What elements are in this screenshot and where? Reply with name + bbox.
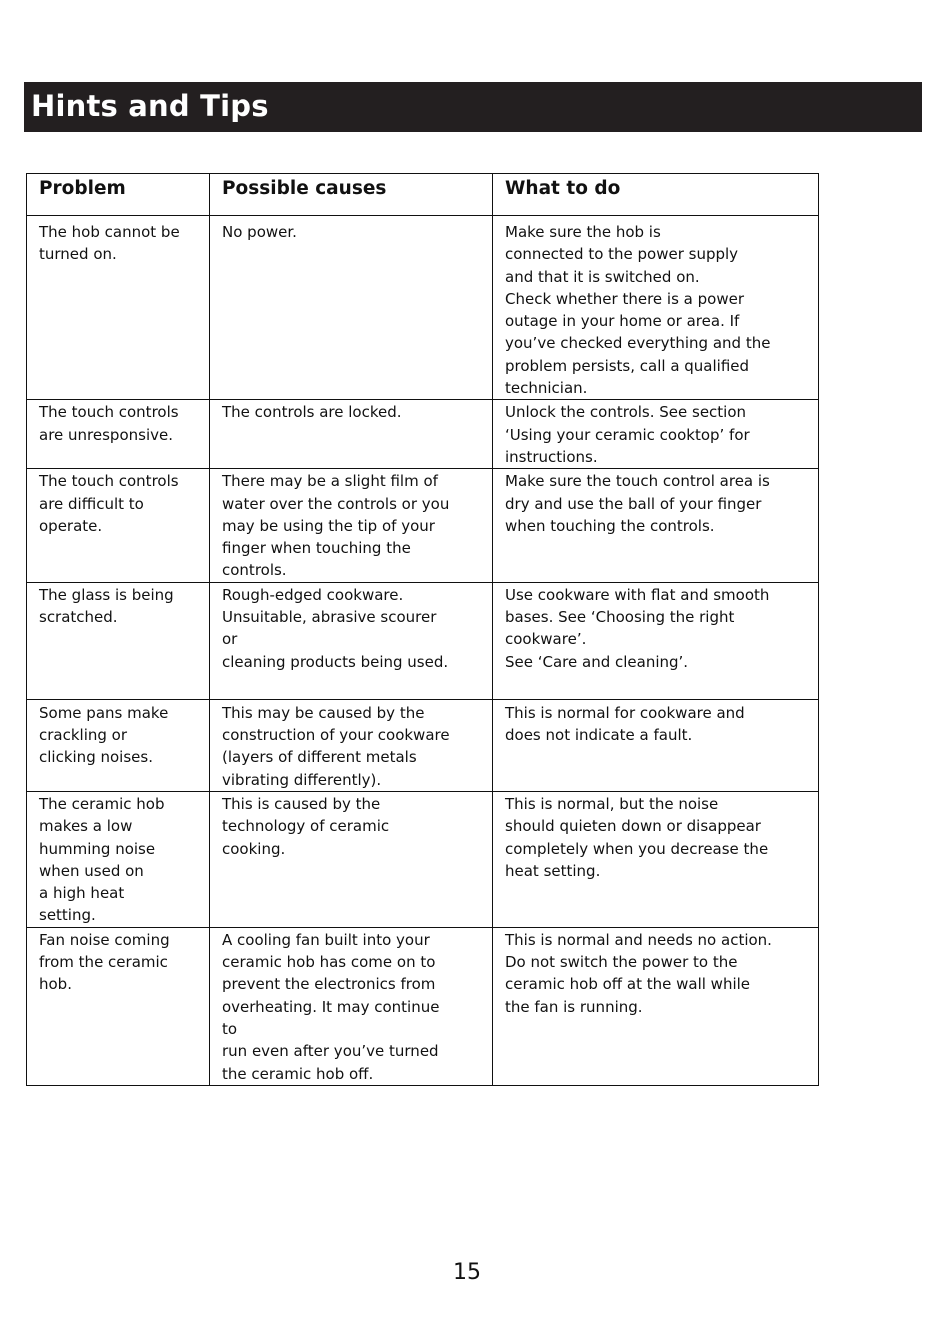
action-cell: Use cookware with flat and smooth bases. See ‘Choosing the right cookware’. See ‘Care and cleaning’. [493, 582, 819, 699]
table-row [27, 791, 819, 927]
table-row [27, 699, 819, 791]
problem-cell: The touch controls are difficult to operate. [27, 469, 210, 582]
action-cell: Unlock the controls. See section ‘Using your ceramic cooktop’ for instructions. [493, 400, 819, 469]
problem-cell: Fan noise coming from the ceramic hob. [27, 927, 210, 1085]
causes-cell: There may be a slight film of water over the controls or you may be using the tip of your finger when touching the controls. [210, 469, 493, 582]
header-what-to-do: What to do [493, 174, 819, 216]
causes-cell: No power. [210, 216, 493, 400]
page-number: 15 [453, 1260, 481, 1285]
header-possible-causes: Possible causes [210, 174, 493, 216]
page-title: Hints and Tips [31, 89, 269, 123]
troubleshooting-table [26, 173, 819, 1086]
table-row [27, 400, 819, 469]
causes-cell: A cooling fan built into your ceramic hob has come on to prevent the electronics from overheating. It may continue to run even after you’ve turned the ceramic hob off. [210, 927, 493, 1085]
problem-cell: The touch controls are unresponsive. [27, 400, 210, 469]
action-cell: Make sure the touch control area is dry and use the ball of your finger when touching the controls. [493, 469, 819, 582]
action-cell: This is normal for cookware and does not indicate a fault. [493, 699, 819, 791]
problem-cell: Some pans make crackling or clicking noises. [27, 699, 210, 791]
problem-cell: The glass is being scratched. [27, 582, 210, 699]
action-cell: This is normal, but the noise should quieten down or disappear completely when you decrease the heat setting. [493, 791, 819, 927]
action-cell: This is normal and needs no action. Do not switch the power to the ceramic hob off at the wall while the fan is running. [493, 927, 819, 1085]
table-row [27, 216, 819, 400]
table-header-row [27, 174, 819, 216]
causes-cell: Rough-edged cookware. Unsuitable, abrasive scourer or cleaning products being used. [210, 582, 493, 699]
causes-cell: This is caused by the technology of ceramic cooking. [210, 791, 493, 927]
table-row [27, 469, 819, 582]
table-row [27, 927, 819, 1085]
problem-cell: The ceramic hob makes a low humming noise when used on a high heat setting. [27, 791, 210, 927]
header-problem: Problem [27, 174, 210, 216]
title-bar [24, 82, 922, 132]
problem-cell: The hob cannot be turned on. [27, 216, 210, 400]
action-cell: Make sure the hob is connected to the power supply and that it is switched on. Check whether there is a power outage in your home or area. If you’ve checked everything and the problem persists, call a qualified technician. [493, 216, 819, 400]
causes-cell: The controls are locked. [210, 400, 493, 469]
causes-cell: This may be caused by the construction of your cookware (layers of different metals vibrating differently). [210, 699, 493, 791]
table-row [27, 582, 819, 699]
